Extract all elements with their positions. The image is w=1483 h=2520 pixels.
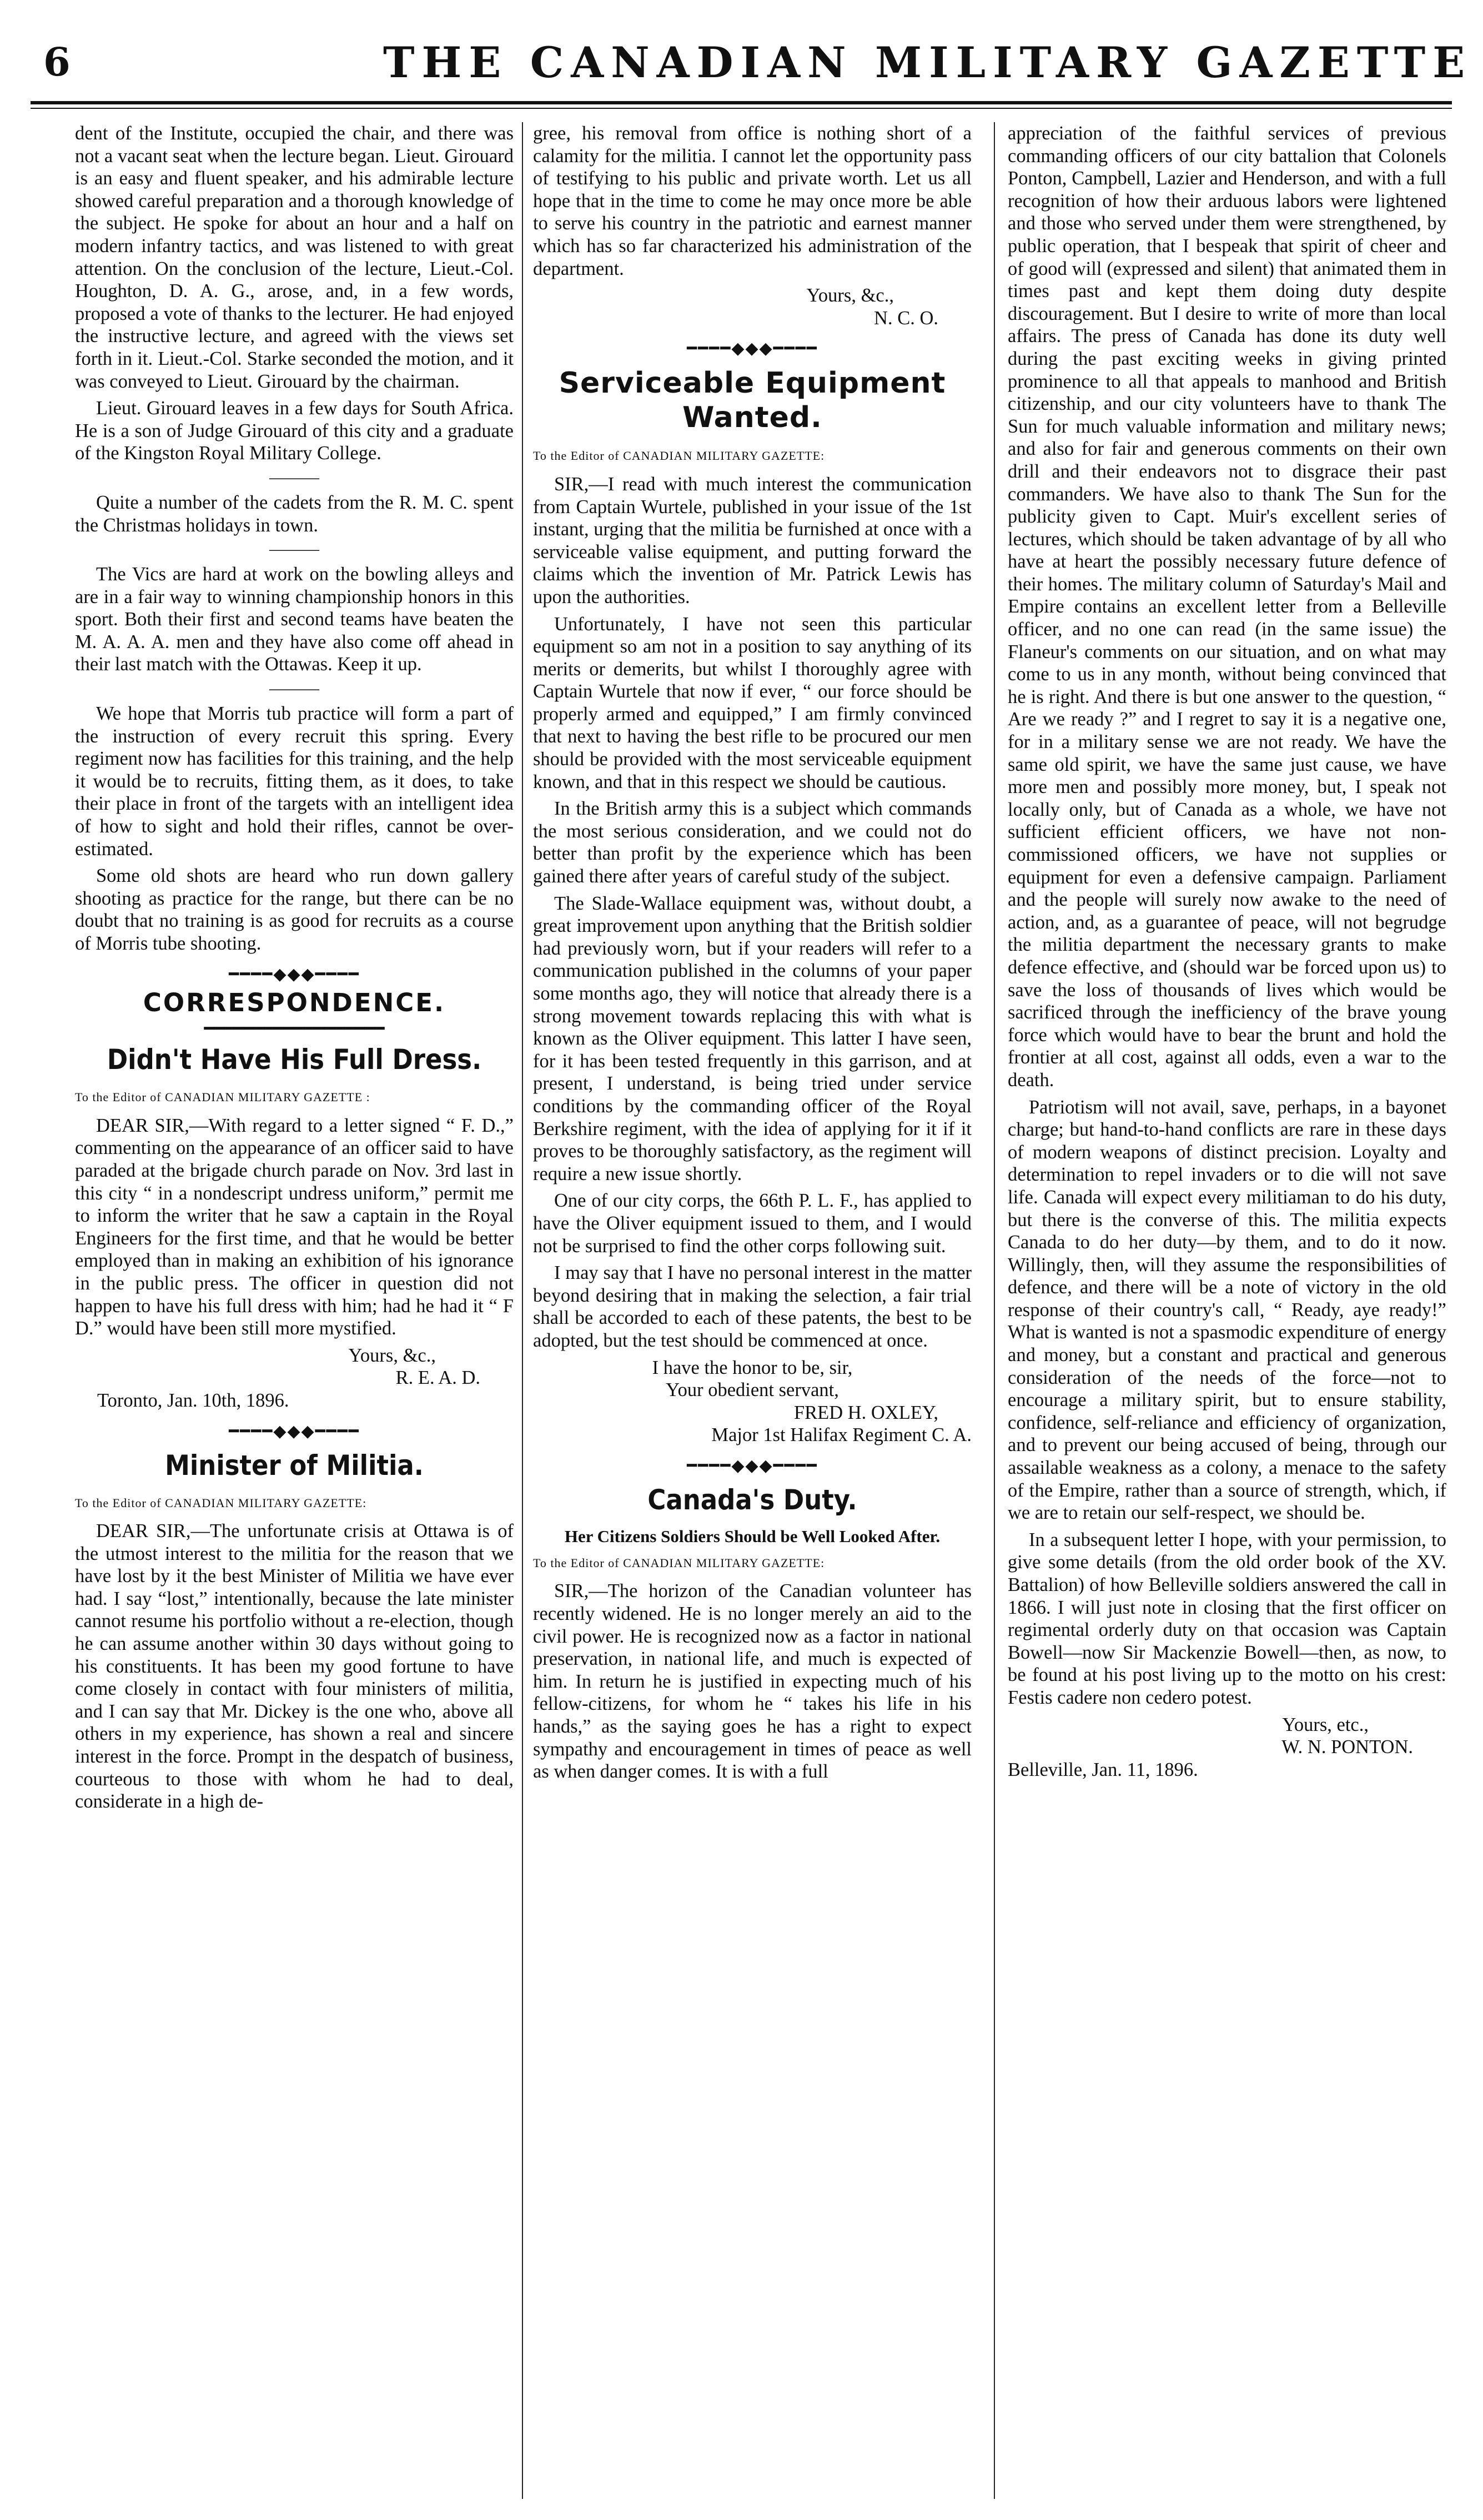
signature: Yours, etc., [1282, 1714, 1369, 1735]
letter-body: The Slade-Wallace equipment was, without doubt, a great improvement upon anything that the British soldier had previously worn, but if your readers will refer to a communication published in the columns of your paper some months ago, they will notice that already there is a strong movement towards replacing this with what is known as the Oliver equipment. This latter I have seen, for it has been tested frequently in this garrison, and at present, I understand, is being tried under service conditions by the commanding officer of the Royal Berkshire regiment, with the idea of applying for it if it proves to be thoroughly satisfactory, as the regiment will require a new issue shortly. [533, 892, 972, 1184]
article-paragraph: The Vics are hard at work on the bowling alleys and are in a fair way to winning championship honors in this sport. Both their first and second teams have beaten the M. A. A. A. men and they have also come off ahead in their last match with the Ottawas. Keep it up. [75, 564, 514, 675]
letter-body: Unfortunately, I have not seen this particular equipment so am not in a position to say anything of its merits or demerits, but whilst I thoroughly agree with Captain Wurtele that now if ever, “ our force should be properly armed and equipped,” I am firmly convinced that next to having the best rifle to be procured our men should be provided with the most serviceable equipment known, and that in this respect we should be cautious. [533, 613, 972, 792]
letter-body: I may say that I have no personal interest in the matter beyond desiring that in making the selection, a fair trial shall be accorded to each of these patents, the best to be adopted, but the test should be commenced at once. [533, 1262, 972, 1351]
letter-body: In a subsequent letter I hope, with your permission, to give some details (from the old order book of the XV. Battalion) of how Belleville soldiers answered the call in 1866. I will just note in closing that the first officer on regimental orderly duty on that occasion was Captain Bowell—now Sir Mackenzie Bowell—then, as now, to be found at his post living up to the motto on his crest: Festis cadere non cedero potest. [1008, 1529, 1446, 1708]
section-ornament: ━━━━◆◆◆━━━━ [229, 1422, 360, 1440]
section-heading: CORRESPONDENCE. [143, 987, 446, 1017]
letter-body: One of our city corps, the 66th P. L. F., has applied to have the Oliver equipment issued to them, and I would not be surprised to find the other corps following suit. [533, 1190, 972, 1257]
article-subheading: Her Citizens Soldiers Should be Well Looked After. [564, 1526, 941, 1546]
dateline: Toronto, Jan. 10th, 1896. [97, 1389, 289, 1411]
dateline: Belleville, Jan. 11, 1896. [1008, 1759, 1198, 1780]
section-ornament: ━━━━◆◆◆━━━━ [229, 965, 360, 983]
column-3 [1008, 122, 1446, 1785]
header-rule [31, 101, 1452, 104]
short-rule: ——— [269, 468, 319, 486]
article-title: Canada's Duty. [647, 1483, 857, 1516]
article-paragraph: Some old shots are heard who run down gallery shooting as practice for the range, but there can be no doubt that no training is as good for recruits as a course of Morris tube shooting. [75, 865, 514, 954]
signature: FRED H. OXLEY, [793, 1402, 938, 1423]
column-2 [533, 122, 972, 1788]
letter-body: Patriotism will not avail, save, perhaps, in a bayonet charge; but hand-to-hand conflicts are rare in these days of modern weapons of distinct precision. Loyalty and determination to repel invaders or to die will not save life. Canada will expect every militiaman to do his duty, but there is the converse of this. The militia expects Canada to do her duty—by them, and to do it now. Willingly, then, will they assume the responsibilities of defence, and there will be a note of victory in the old response of their country's call, “ Ready, aye ready!” What is wanted is not a spasmodic expenditure of energy and money, but a constant and practical and generous consideration of the needs of the force—not to encourage a military spirit, but to ensure stability, confidence, self-reliance and efficiency of organization, and to prevent our being accused of being, through our assailable weakness as a colony, a menace to the safety of the Empire, rather than a source of strength, which, if we are to retain our self-respect, we should be. [1008, 1096, 1446, 1524]
article-title: Didn't Have His Full Dress. [107, 1043, 482, 1076]
page-number: 6 [43, 39, 71, 85]
letter-body: DEAR SIR,—With regard to a letter signed “ F. D.,” commenting on the appearance of an officer said to have paraded at the brigade church parade on Nov. 3rd last in this city “ in a nondescript undress uniform,” permit me to inform the writer that he saw a captain in the Royal Engineers for the first time, and that he would be better employed than in making an exhibition of his ignorance in the public press. The officer in question did not happen to have his full dress with him; had he had it “ F D.” would have been still more mystified. [75, 1115, 514, 1339]
letter-body: DEAR SIR,—The unfortunate crisis at Ottawa is of the utmost interest to the militia for the reason that we have lost by it the best Minister of Militia we have ever had. I say “lost,” intentionally, because the late minister cannot resume his portfolio without a re-election, though he can assume another within 30 days without going to his constituents. It has been my good fortune to have come closely in contact with four ministers of militia, and I can say that Mr. Dickey is the one who, above all others in my experience, has shown a real and sincere interest in the force. Prompt in the despatch of business, courteous to those with whom he had to deal, considerate in a high de- [75, 1520, 514, 1813]
short-rule: ━━━━━━━━━━━━━━━━━━ [204, 1020, 385, 1038]
article-title: Minister of Militia. [165, 1449, 424, 1482]
article-paragraph: Quite a number of the cadets from the R. M. C. spent the Christmas holidays in town. [75, 491, 514, 536]
section-ornament: ━━━━◆◆◆━━━━ [687, 339, 818, 358]
dateline: To the Editor of CANADIAN MILITARY GAZETTE: [75, 1495, 367, 1510]
column-1 [75, 122, 514, 1818]
signature: W. N. PONTON. [1281, 1736, 1413, 1758]
column-divider [522, 122, 523, 2499]
article-paragraph: dent of the Institute, occupied the chair, and there was not a vacant seat when the lecture began. Lieut. Girouard is an easy and fluent speaker, and his admirable lecture showed careful preparation and a thorough knowledge of the subject. He spoke for about an hour and a half on modern infantry tactics, and was listened to with great attention. On the conclusion of the lecture, Lieut.-Col. Houghton, D. A. G., arose, and, in a few words, proposed a vote of thanks to the lecturer. He had enjoyed the instructive lecture, and agreed with the views set forth in it. Lieut.-Col. Starke seconded the motion, and it was conveyed to Lieut. Girouard by the chairman. [75, 123, 514, 392]
signature: Yours, &c., [806, 285, 894, 307]
signature: R. E. A. D. [395, 1367, 480, 1389]
dateline: To the Editor of CANADIAN MILITARY GAZETTE : [75, 1090, 370, 1105]
article-paragraph: Lieut. Girouard leaves in a few days for South Africa. He is a son of Judge Girouard of this city and a graduate of the Kingston Royal Military College. [75, 398, 514, 464]
dateline: To the Editor of CANADIAN MILITARY GAZETTE: [533, 449, 825, 463]
article-title: Serviceable Equipment Wanted. [559, 367, 946, 435]
letter-body: In the British army this is a subject which commands the most serious consideration, and we could not do better than profit by the experience which has been gained there after years of careful study of the subject. [533, 798, 972, 887]
section-ornament: ━━━━◆◆◆━━━━ [687, 1456, 818, 1475]
signature: I have the honor to be, sir, [652, 1357, 853, 1378]
article-paragraph: We hope that Morris tub practice will form a part of the instruction of every recruit this spring. Every regiment now has facilities for this training, and the help it would be to recruits, fitting them, as it does, to take their place in front of the targets with an intelligent idea of how to sight and hold their rifles, cannot be over-estimated. [75, 703, 514, 860]
signature: N. C. O. [874, 307, 938, 329]
letter-body: SIR,—I read with much interest the communication from Captain Wurtele, published in your issue of the 1st instant, urging that the militia be furnished at once with a serviceable valise equipment, and putting forward the claims which the invention of Mr. Patrick Lewis has upon the authorities. [533, 473, 972, 608]
signature: Yours, &c., [348, 1344, 436, 1366]
header-rule-thin [31, 108, 1452, 109]
short-rule: ——— [269, 540, 319, 559]
column-divider [994, 122, 995, 2499]
letter-body: appreciation of the faithful services of previous commanding officers of our city battalion that Colonels Ponton, Campbell, Lazier and Henderson, and with a full recognition of how their arduous labors were lightened and those who served under them were strengthened, by public operation, that I bespeak that spirit of cheer and of good will (expressed and silent) that animated them in times past and kept them doing duty despite discouragement. But I desire to write of more than local affairs. The press of Canada has done its duty well during the past exciting weeks in giving printed prominence to all that appeals to manhood and British citizenship, and our city volunteers have to thank The Sun for much valuable information and military news; and also for fair and generous comments on their own drill and their endeavors not to disgrace their past commanders. We have also to thank The Sun for the publicity given to Capt. Muir's excellent series of lectures, which should be taken advantage of by all who have at heart the possibly necessary future defence of their homes. The military column of Saturday's Mail and Empire contains an excellent letter from a Belleville officer, and no one can read (in the same issue) the Flaneur's comments on our situation, and on what may come to us in any month, without being convinced that he is right. And there is but one answer to the question, “ Are we ready ?” and I regret to say it is a negative one, for in a military sense we are not ready. We have the same old spirit, we have the same just cause, we have more men and possibly more money, but, I speak not locally only, but of Canada as a whole, we have not sufficient efficient officers, we have not non-commissioned officers, we have not supplies or equipment for even a defensive campaign. Parliament and the people will surely now awake to the need of action, and, as a guarantee of peace, will not begrudge the militia department the necessary grants to make defence effective, and (should war be forced upon us) to save the loss of thousands of lives which would be sacrificed through the inefficiency of the brave young force which would have to bear the brunt and hold the frontier at all cost, against all odds, even a war to the death. [1008, 123, 1446, 1091]
dateline: To the Editor of CANADIAN MILITARY GAZETTE: [533, 1555, 825, 1570]
signature: Major 1st Halifax Regiment C. A. [711, 1424, 972, 1446]
letter-body: gree, his removal from office is nothing short of a calamity for the militia. I cannot let the opportunity pass of testifying to his public and private worth. Let us all hope that in the time to come he may once more be able to serve his country in the patriotic and earnest manner which has so far characterized his administration of the department. [533, 123, 972, 279]
signature: Your obedient servant, [666, 1379, 839, 1401]
masthead: THE CANADIAN MILITARY GAZETTE [383, 38, 1472, 87]
short-rule: ——— [269, 679, 319, 698]
letter-body: SIR,—The horizon of the Canadian volunteer has recently widened. He is no longer merely an aid to the civil power. He is recognized now as a factor in national preservation, in national life, and much is expected of him. In return he is justified in expecting much of his fellow-citizens, for whom he “ takes his life in his hands,” as the saying goes he has a right to expect sympathy and encouragement in times of peace as well as when danger comes. It is with a full [533, 1580, 972, 1783]
